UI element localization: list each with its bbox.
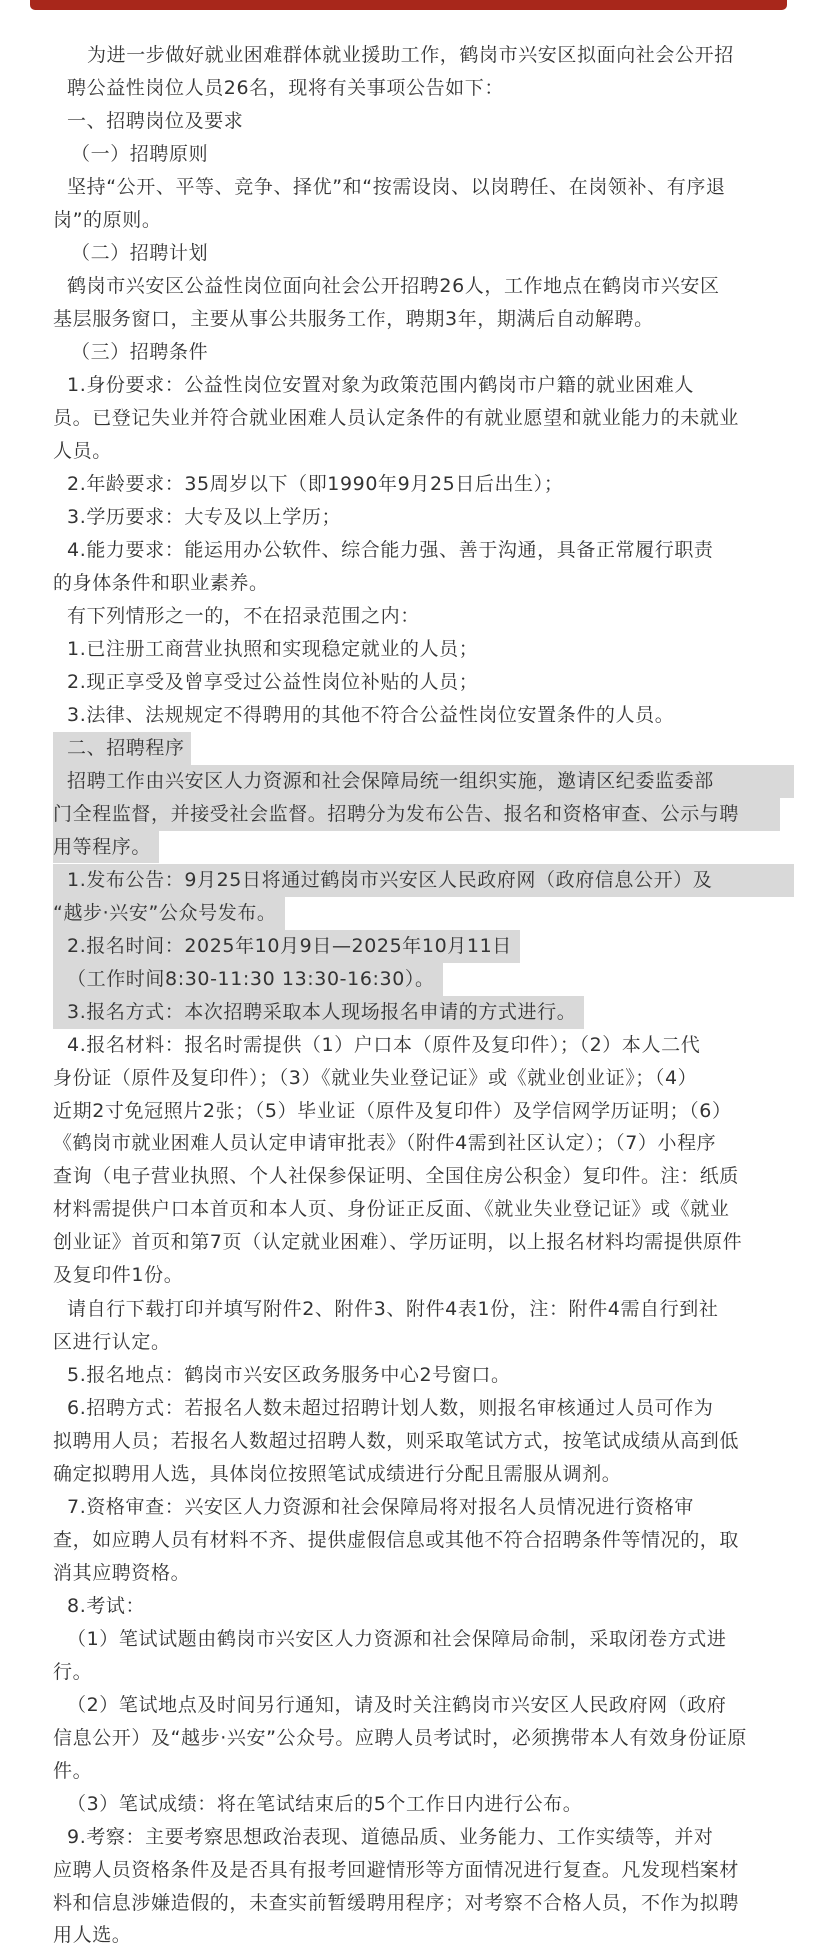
- exam-item-3: （3）笔试成绩：将在笔试结束后的5个工作日内进行公布。: [67, 1793, 583, 1815]
- intro-paragraph: 为进一步做好就业困难群体就业援助工作，鹤岗市兴安区拟面向社会公开招 聘公益性岗位人员26名，现将有关事项公告如下：: [67, 44, 734, 99]
- step-materials: 4.报名材料：报名时需提供（1）户口本（原件及复印件）；（2）本人二代 身份证（原件及复印件）；（3）《就业失业登记证》或《就业创业证》；（4） 近期2寸免冠照片2张；（5）毕业证（原件及复印件）及学信网学历证明；（6） 《鹤岗市就业困难人员认定申请审批表》（附件4需到社区认定）；（7）小程序 查询（电子营业执照、个人社保参保证明、全国住房公积金）复印件。注：纸质 材料需提供户口本首页和本人页、身份证正反面、《就业失业登记证》或《就业 创业证》首页和第7页（认定就业困难）、学历证明，以上报名材料均需提供原件 及复印件1份。: [53, 1034, 743, 1286]
- exclusion-2: 2.现正享受及曾享受过公益性岗位补贴的人员；: [67, 671, 479, 693]
- step-registration-time: 2.报名时间：2025年10月9日—2025年10月11日 （工作时间8:30-11:30 13:30-16:30）。: [67, 930, 779, 996]
- condition-education: 3.学历要求：大专及以上学历；: [67, 506, 342, 528]
- condition-identity: 1.身份要求：公益性岗位安置对象为政策范围内鹤岗市户籍的就业困难人 员。已登记失业并符合就业困难人员认定条件的有就业愿望和就业能力的未就业 人员。: [53, 374, 740, 462]
- exam-item-1: （1）笔试试题由鹤岗市兴安区人力资源和社会保障局命制，采取闭卷方式进 行。: [53, 1628, 727, 1683]
- procedure-paragraph: 招聘工作由兴安区人力资源和社会保障局统一组织实施，邀请区纪委监委部 门全程监督，并接受社会监督。招聘分为发布公告、报名和资格审查、公示与聘 用等程序。: [67, 765, 779, 863]
- exam-item-2: （2）笔试地点及时间另行通知，请及时关注鹤岗市兴安区人民政府网（政府 信息公开）及“越步·兴安”公众号。应聘人员考试时，必须携带本人有效身份证原 件。: [53, 1694, 747, 1782]
- step-location: 5.报名地点：鹤岗市兴安区政务服务中心2号窗口。: [67, 1364, 511, 1386]
- subsection-heading-conditions: （三）招聘条件: [71, 341, 209, 363]
- condition-age: 2.年龄要求：35周岁以下（即1990年9月25日后出生）；: [67, 473, 564, 495]
- step-publish: 1.发布公告：9月25日将通过鹤岗市兴安区人民政府网（政府信息公开）及 “越步·兴安”公众号发布。: [67, 864, 779, 930]
- exclusion-intro: 有下列情形之一的，不在招录范围之内：: [67, 605, 420, 627]
- subsection-heading-plan: （二）招聘计划: [71, 242, 209, 264]
- step-recruitment-method: 6.招聘方式：若报名人数未超过招聘计划人数，则报名审核通过人员可作为 拟聘用人员；若报名人数超过招聘人数，则采取笔试方式，按笔试成绩从高到低 确定拟聘用人选，具体岗位按照笔试成绩进行分配且需服从调剂。: [53, 1397, 740, 1485]
- plan-paragraph: 鹤岗市兴安区公益性岗位面向社会公开招聘26人，工作地点在鹤岗市兴安区 基层服务窗口，主要从事公共服务工作，聘期3年，期满后自动解聘。: [53, 275, 720, 330]
- step-registration-method: 3.报名方式：本次招聘采取本人现场报名申请的方式进行。: [67, 996, 779, 1029]
- step-qualification-review: 7.资格审查：兴安区人力资源和社会保障局将对报名人员情况进行资格审 查，如应聘人员有材料不齐、提供虚假信息或其他不符合招聘条件等情况的，取 消其应聘资格。: [53, 1496, 740, 1584]
- condition-ability: 4.能力要求：能运用办公软件、综合能力强、善于沟通，具备正常履行职责 的身体条件和职业素养。: [53, 539, 714, 594]
- step-inspection: 9.考察：主要考察思想政治表现、道德品质、业务能力、工作实绩等，并对 应聘人员资格条件及是否具有报考回避情形等方面情况进行复查。凡发现档案材 料和信息涉嫌造假的，未查实前暂缓聘用程序；对考察不合格人员，不作为拟聘 用人选。: [53, 1826, 740, 1947]
- step-materials-note: 请自行下载打印并填写附件2、附件3、附件4表1份，注：附件4需自行到社 区进行认定。: [53, 1298, 719, 1353]
- exclusion-3: 3.法律、法规规定不得聘用的其他不符合公益性岗位安置条件的人员。: [67, 704, 675, 726]
- principle-paragraph: 坚持“公开、平等、竞争、择优”和“按需设岗、以岗聘任、在岗领补、有序退 岗”的原则。: [53, 176, 726, 231]
- subsection-heading-principle: （一）招聘原则: [71, 143, 209, 165]
- section-heading-2: 二、招聘程序: [67, 732, 779, 765]
- section-heading-1: 一、招聘岗位及要求: [67, 110, 244, 132]
- exclusion-1: 1.已注册工商营业执照和实现稳定就业的人员；: [67, 638, 479, 660]
- step-exam: 8.考试：: [67, 1595, 146, 1617]
